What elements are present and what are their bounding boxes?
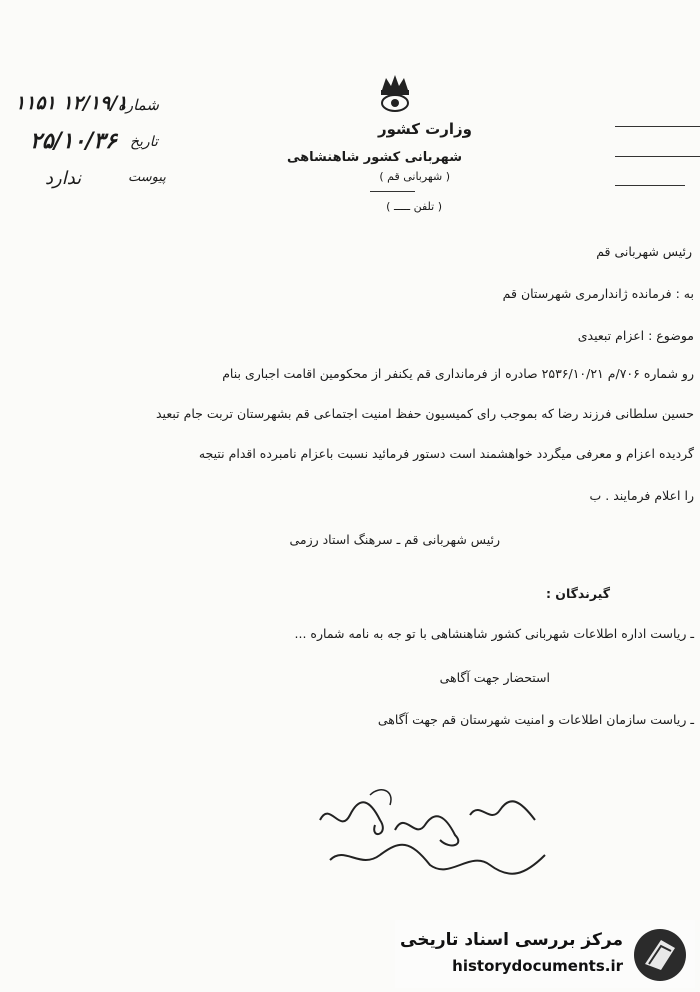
date-value: ۲۵/۱۰/۳۶ <box>30 128 117 154</box>
letter-subject: موضوع : اعزام تبعیدی <box>577 328 694 343</box>
attachment-value: ندارد <box>45 168 82 189</box>
letter-line: رو شماره ۷۰۶/م ۲۵۳۶/۱۰/۲۱ صادره از فرمانداری قم یکنفر از محکومین اقامت اجباری بنام <box>222 366 694 381</box>
department-title: شهربانی کشور شاهنشاهی <box>287 150 462 165</box>
watermark-title: مرکز بررسی اسناد تاریخی <box>400 930 623 950</box>
form-line <box>615 185 685 186</box>
letter-line: را اعلام فرمایند . ب <box>589 488 694 503</box>
branch-title: ( شهربانی قم ) <box>379 170 450 183</box>
document-center-logo-icon <box>631 926 689 984</box>
ministry-title: وزارت کشور <box>377 120 472 138</box>
recipient-item: استحضار جهت آگاهی <box>439 670 550 685</box>
form-line <box>615 126 700 127</box>
form-line <box>615 156 700 157</box>
recipients-title: گیرندگان : <box>545 586 610 601</box>
letter-line: گردیده اعزام و معرفی میگردد خواهشمند است دستور فرمائید نسبت باعزام نامبرده اقدام نتیجه <box>198 446 694 461</box>
handwritten-note-signature <box>300 780 560 890</box>
letter-line: حسین سلطانی فرزند رضا که بموجب رای کمیسیون حفظ امنیت اجتماعی قم بشهرستان تربت جام تبعید <box>156 406 694 421</box>
attachment-label: پیوست <box>128 170 166 185</box>
watermark-site: historydocuments.ir <box>452 957 623 975</box>
recipient-item: ـ ریاست اداره اطلاعات شهربانی کشور شاهنشاهی با تو جه به نامه شماره ... <box>294 626 694 641</box>
date-label: تاریخ <box>130 134 158 150</box>
number-label: شماره <box>118 96 159 114</box>
number-value: ۱۱۵۱ ۱۲/۱۹/۱ <box>15 92 128 114</box>
divider <box>370 191 415 192</box>
crown-emblem-icon <box>372 70 418 116</box>
phone-label: ( تلفن ـــــ ) <box>386 200 442 213</box>
watermark <box>395 920 695 988</box>
recipient-item: ـ ریاست سازمان اطلاعات و امنیت شهرستان قم جهت آگاهی <box>377 712 694 727</box>
signature-line: رئیس شهربانی قم ـ سرهنگ استاد رزمی <box>289 532 500 547</box>
letter-from: رئیس شهربانی قم <box>596 244 692 259</box>
letter-to: به : فرمانده ژاندارمری شهرستان قم <box>502 286 694 301</box>
